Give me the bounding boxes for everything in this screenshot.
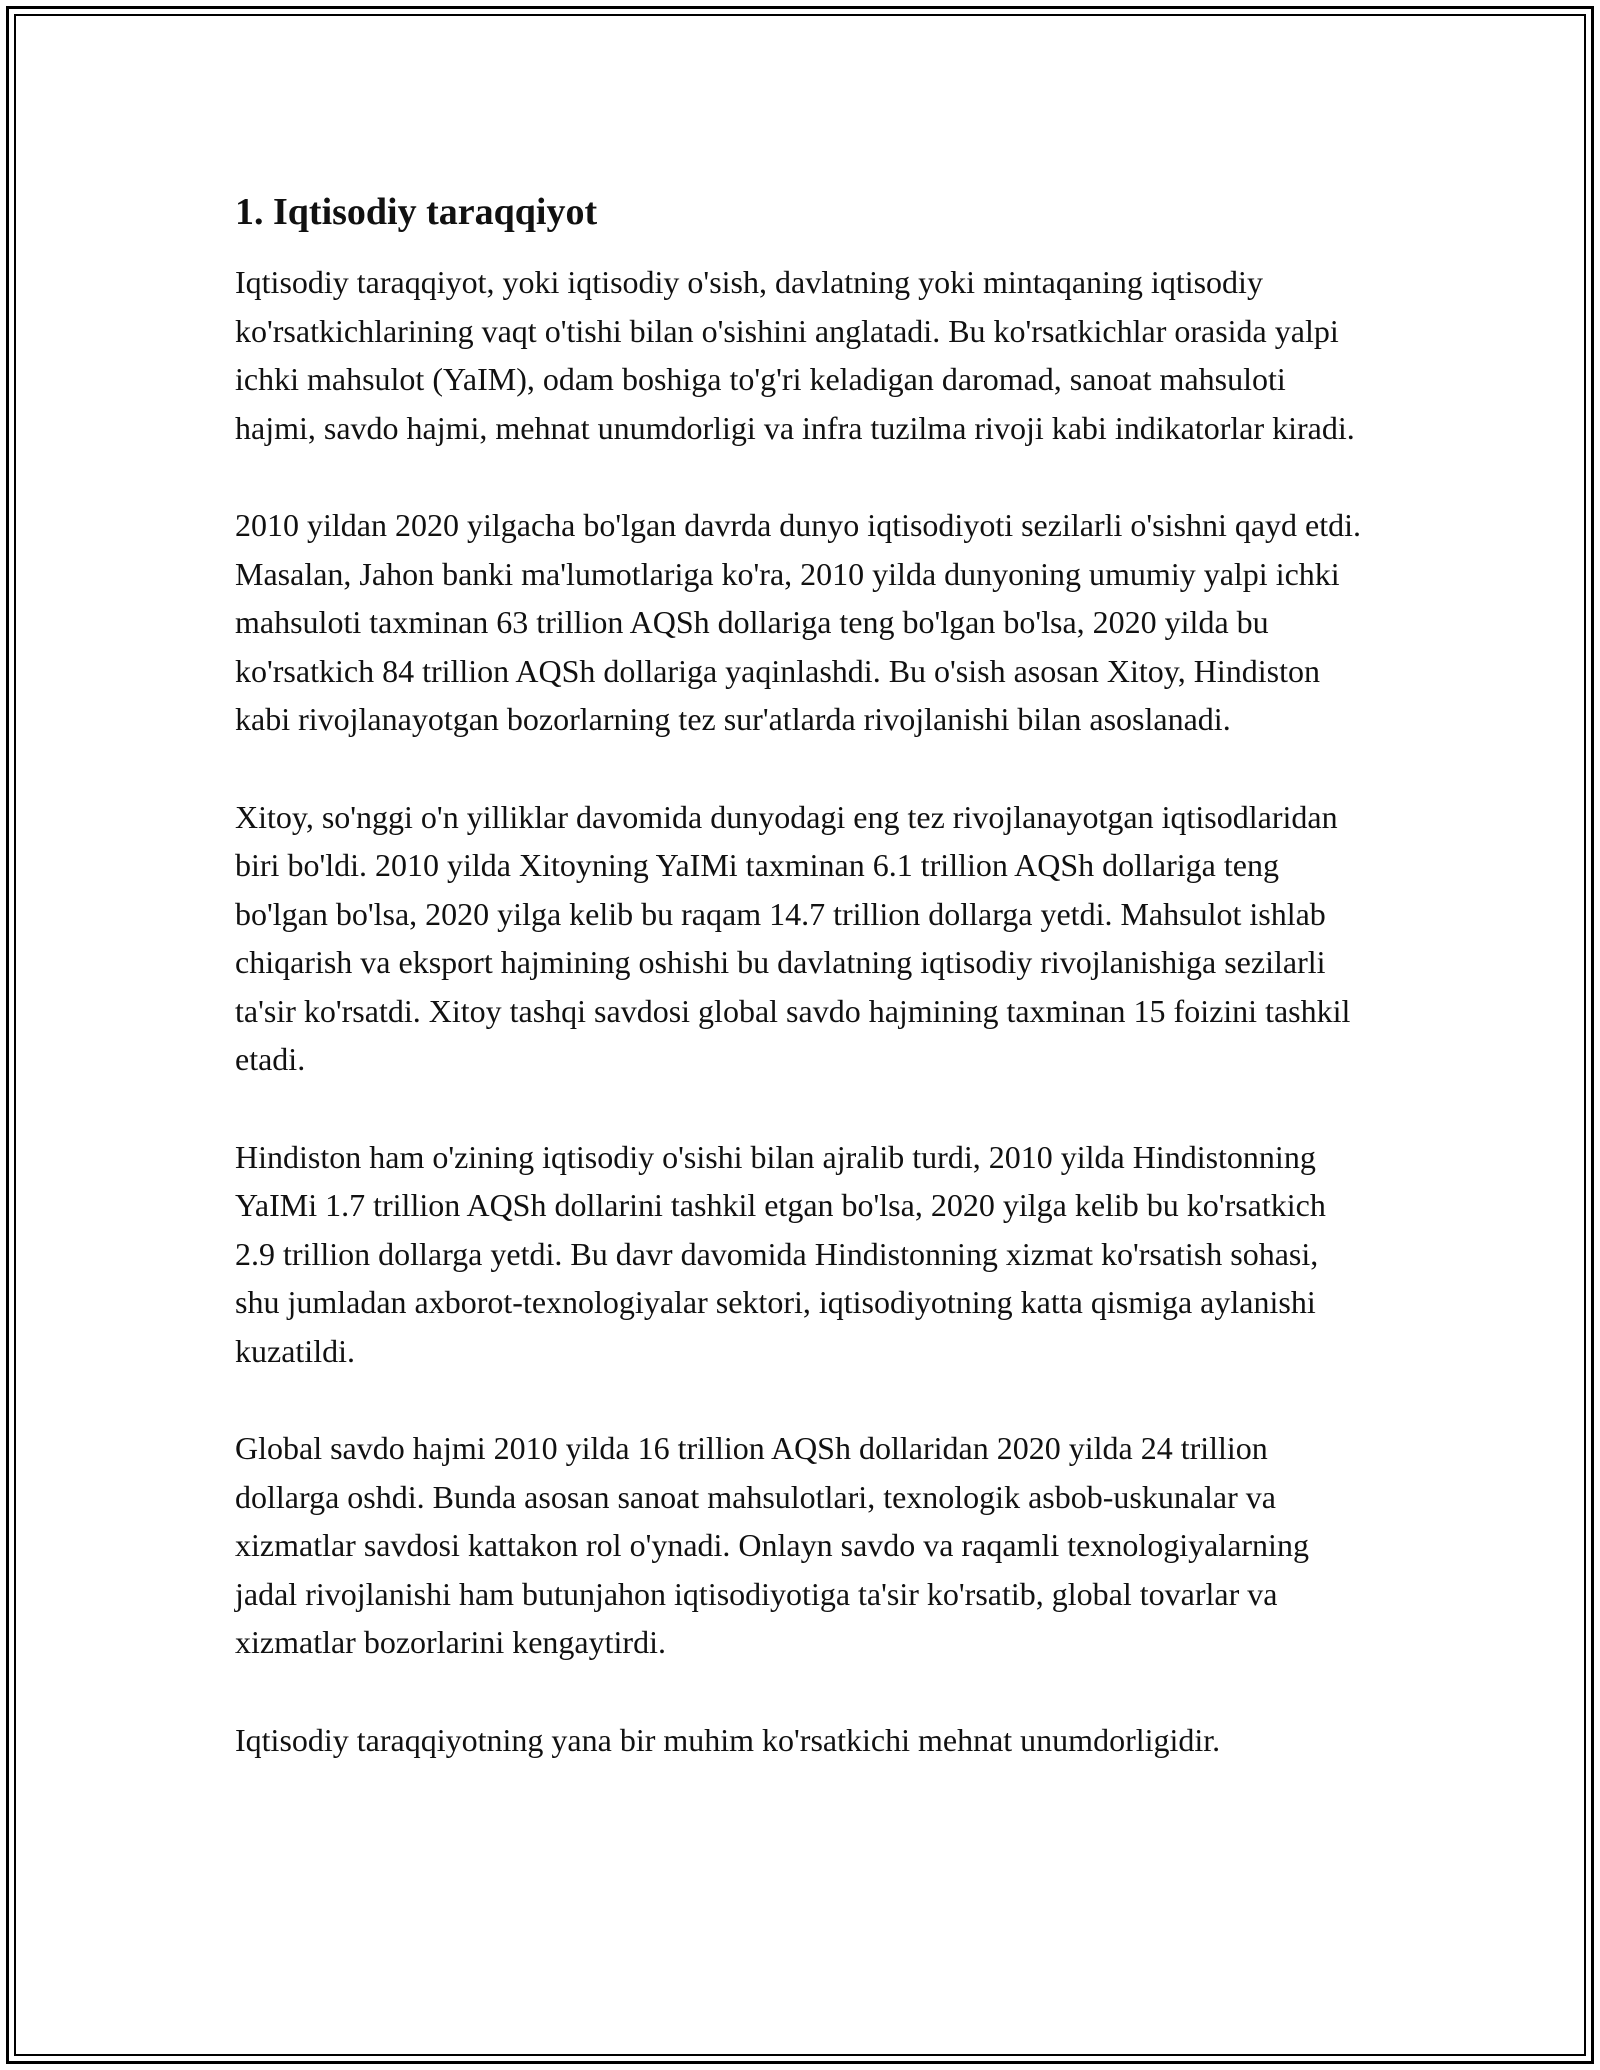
paragraph-5: Global savdo hajmi 2010 yilda 16 trillion AQSh dollaridan 2020 yilda 24 trillion dollarga oshdi. Bunda asosan sanoat mahsulotlari, texnologik asbob-uskunalar va xizmatlar savdosi kattakon rol o'ynadi. Onlayn savdo va raqamli texnologiyalarning jadal rivojlanishi ham butunjahon iqtisodiyotiga ta'sir ko'rsatib, global tovarlar va xizmatlar bozorlarini kengaytirdi. (235, 1430, 1309, 1660)
section-title: 1. Iqtisodiy taraqqiyot (235, 191, 598, 233)
document-body (235, 188, 1370, 1813)
paragraph-6: Iqtisodiy taraqqiyotning yana bir muhim ko'rsatkichi mehnat unumdorligidir. (235, 1721, 1221, 1758)
paragraph-1: Iqtisodiy taraqqiyot, yoki iqtisodiy o'sish, davlatning yoki mintaqaning iqtisodiy ko'rsatkichlarining vaqt o'tishi bilan o'sishini anglatadi. Bu ko'rsatkichlar orasida yalpi ichki mahsulot (YaIM), odam boshiga to'g'ri keladigan daromad, sanoat mahsuloti hajmi, savdo hajmi, mehnat unumdorligi va infra tuzilma rivoji kabi indikatorlar kiradi. (235, 264, 1355, 446)
paragraph-3: Xitoy, so'nggi o'n yilliklar davomida dunyodagi eng tez rivojlanayotgan iqtisodlaridan biri bo'ldi. 2010 yilda Xitoyning YaIMi taxminan 6.1 trillion AQSh dollariga teng bo'lgan bo'lsa, 2020 yilga kelib bu raqam 14.7 trillion dollarga yetdi. Mahsulot ishlab chiqarish va eksport hajmining oshishi bu davlatning iqtisodiy rivojlanishiga sezilarli ta'sir ko'rsatdi. Xitoy tashqi savdosi global savdo hajmining taxminan 15 foizini tashkil etadi. (235, 798, 1351, 1077)
paragraph-4: Hindiston ham o'zining iqtisodiy o'sishi bilan ajralib turdi, 2010 yilda Hindistonning YaIMi 1.7 trillion AQSh dollarini tashkil etgan bo'lsa, 2020 yilga kelib bu ko'rsatkich 2.9 trillion dollarga yetdi. Bu davr davomida Hindistonning xizmat ko'rsatish sohasi, shu jumladan axborot-texnologiyalar sektori, iqtisodiyotning katta qismiga aylanishi kuzatildi. (235, 1138, 1326, 1369)
paragraph-2: 2010 yildan 2020 yilgacha bo'lgan davrda dunyo iqtisodiyoti sezilarli o'sishni qayd etdi. Masalan, Jahon banki ma'lumotlariga ko'ra, 2010 yilda dunyoning umumiy yalpi ichki mahsuloti taxminan 63 trillion AQSh dollariga teng bo'lgan bo'lsa, 2020 yilda bu ko'rsatkich 84 trillion AQSh dollariga yaqinlashdi. Bu o'sish asosan Xitoy, Hindiston kabi rivojlanayotgan bozorlarning tez sur'atlarda rivojlanishi bilan asoslanadi. (235, 507, 1362, 737)
